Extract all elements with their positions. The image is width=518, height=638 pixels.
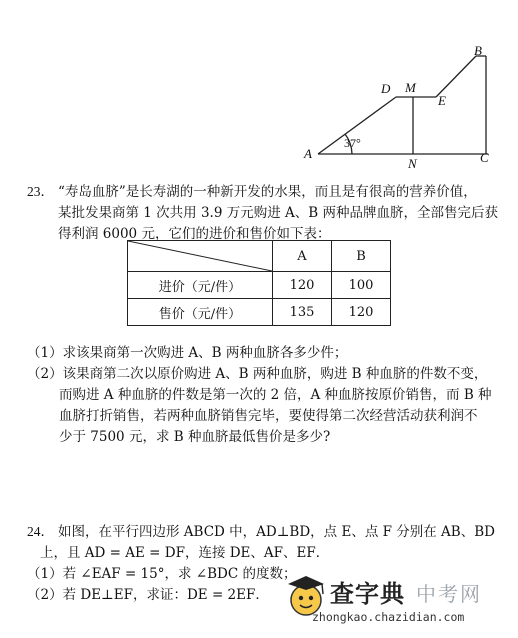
geometry-figure <box>300 40 510 174</box>
table-row <box>128 299 391 326</box>
q23-part-2-line-4: 少于 7500 元，求 B 种血脐最低售价是多少? <box>59 429 331 445</box>
cell-cost-a: 120 <box>273 272 332 299</box>
q23-number: 23． <box>27 184 54 199</box>
table-corner-cell <box>128 241 273 272</box>
label-m: M <box>405 80 416 95</box>
q24-part-2: （2）若 DE⊥EF，求证：DE = 2EF． <box>27 587 269 603</box>
row-label-cost: 进价（元/件） <box>128 272 273 299</box>
logo-title: 查字典 <box>330 580 405 608</box>
cell-price-a: 135 <box>273 299 332 326</box>
price-table <box>127 240 391 326</box>
site-logo <box>284 572 510 630</box>
label-d: D <box>381 81 391 96</box>
q23-part-1: （1）求该果商第一次购进 A、B 两种血脐各多少件； <box>27 345 348 361</box>
cell-price-b: 120 <box>332 299 391 326</box>
q23-part-2-line-3: 血脐打折销售，若两种血脐销售完毕，要使得第二次经营活动获利润不 <box>59 408 478 424</box>
segment-eb <box>436 56 476 97</box>
q24-line-1: 如图，在平行四边形 ABCD 中，AD⊥BD，点 E、点 F 分别在 AB、BD <box>58 524 495 540</box>
figure-lines <box>300 40 510 170</box>
q24-line-2: 上，且 AD = AE = DF，连接 DE、AF、EF． <box>40 545 330 561</box>
label-n: N <box>408 156 417 171</box>
row-label-price: 售价（元/件） <box>128 299 273 326</box>
header-b: B <box>332 241 391 272</box>
corner-diagonal <box>128 241 272 271</box>
label-angle: 37° <box>344 136 361 150</box>
q24-number: 24． <box>27 524 54 539</box>
table-row <box>128 241 391 272</box>
q23-part-2-line-2: 而购进 A 种血脐的件数是第一次的 2 倍，A 种血脐按原价销售，而 B 种 <box>59 387 492 403</box>
q24-part-1: （1）若 ∠EAF = 15°，求 ∠BDC 的度数； <box>27 566 297 582</box>
label-e: E <box>438 93 446 108</box>
cell-cost-b: 100 <box>332 272 391 299</box>
label-c: C <box>480 150 489 165</box>
q23-part-2-line-1: （2）该果商第二次以原价购进 A、B 两种血脐，购进 B 种血脐的件数不变， <box>27 366 488 382</box>
label-a: A <box>304 146 312 161</box>
q23-line-3: 得利润 6000 元，它们的进价和售价如下表： <box>58 226 331 242</box>
label-b: B <box>474 43 482 58</box>
logo-subtitle: 中考网 <box>416 582 482 606</box>
header-a: A <box>273 241 332 272</box>
table-row <box>128 272 391 299</box>
q23-line-2: 某批发果商第 1 次共用 3.9 万元购进 A、B 两种品牌血脐，全部售完后获 <box>58 205 498 221</box>
logo-url: zhongkao.chazidian.com <box>312 610 465 624</box>
q23-line-1: “寿岛血脐”是长寿湖的一种新开发的水果，而且是有很高的营养价值， <box>58 184 477 200</box>
